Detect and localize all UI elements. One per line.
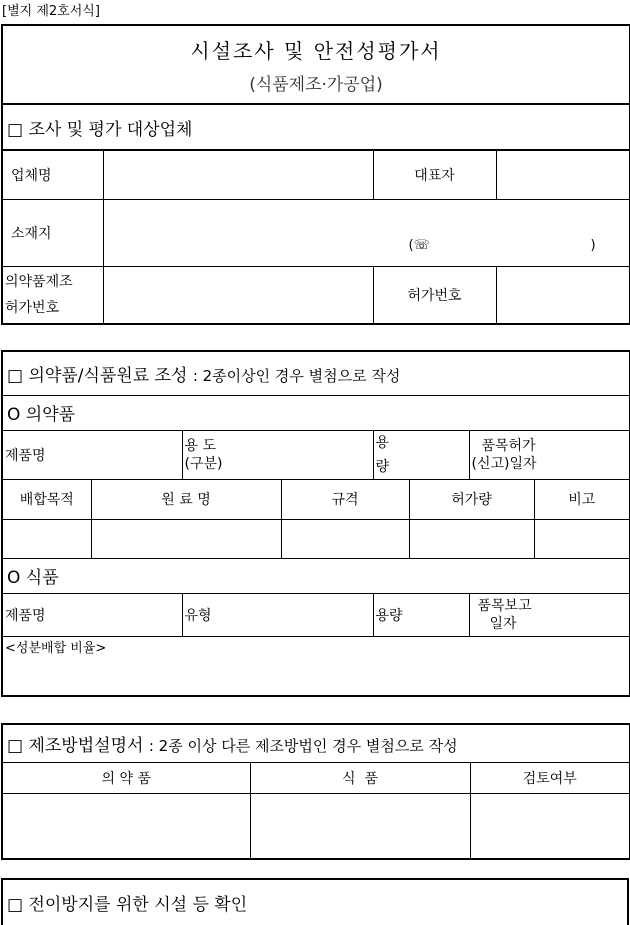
section2-heading: □ 의약품/식품원료 조성 <box>7 365 188 386</box>
address-label: 소재지 <box>2 199 103 266</box>
pharma-license-value[interactable] <box>103 266 373 324</box>
dose-label-line1: 용 <box>375 434 390 451</box>
page-title: 시설조사 및 안전성평가서 <box>190 38 442 63</box>
section3-table <box>1 723 630 860</box>
section2-heading-cell <box>2 351 630 395</box>
page-subtitle: (식품제조·가공업) <box>249 74 383 95</box>
pharma-subheading: O 의약품 <box>2 395 630 430</box>
section3-heading-cell <box>2 724 630 762</box>
food-dose-label: 용량 <box>373 593 469 636</box>
section2-table <box>1 350 630 697</box>
col-header-amount: 허가량 <box>409 479 534 519</box>
col-header-purpose: 배합목적 <box>2 479 91 519</box>
pharma-license-label <box>2 266 103 324</box>
food-report-label-line1: 품목보고 <box>477 597 532 614</box>
col-header-pharma: 의 약 품 <box>2 762 250 793</box>
ratio-cell[interactable] <box>2 636 630 696</box>
col-header-spec: 규격 <box>281 479 409 519</box>
food-subheading: O 식품 <box>2 558 630 593</box>
pharma-method-value[interactable] <box>2 793 250 859</box>
food-product-label: 제품명 <box>2 593 182 636</box>
license-no-label: 허가번호 <box>373 266 496 324</box>
purpose-value[interactable] <box>2 519 91 558</box>
amount-value[interactable] <box>409 519 534 558</box>
col-header-material: 원 료 명 <box>91 479 281 519</box>
section1-table <box>1 24 630 325</box>
section2-note: : 2종이상인 경우 별첨으로 작성 <box>192 366 401 385</box>
food-report-label <box>469 593 630 636</box>
product-name-label: 제품명 <box>2 430 182 479</box>
permit-date-label <box>469 430 630 479</box>
representative-label: 대표자 <box>373 150 496 199</box>
representative-value[interactable] <box>496 150 630 199</box>
section4-heading: □ 전이방지를 위한 시설 등 확인 <box>2 879 628 925</box>
review-value[interactable] <box>470 793 630 859</box>
ratio-label: <성분배합 비율> <box>5 640 107 656</box>
phone-open: (☏ <box>408 237 430 253</box>
company-name-label: 업체명 <box>2 150 103 199</box>
usage-label-line2: (구분) <box>184 455 223 472</box>
form-id: [별지 제2호서식] <box>2 4 100 19</box>
remarks-value[interactable] <box>534 519 630 558</box>
col-header-review: 검토여부 <box>470 762 630 793</box>
col-header-remarks: 비고 <box>534 479 630 519</box>
col-header-food: 식 품 <box>250 762 470 793</box>
food-method-value[interactable] <box>250 793 470 859</box>
pharma-license-label-line1: 의약품제조 <box>5 273 73 290</box>
food-type-label: 유형 <box>182 593 373 636</box>
material-value[interactable] <box>91 519 281 558</box>
section1-heading: □ 조사 및 평가 대상업체 <box>2 104 630 150</box>
spec-value[interactable] <box>281 519 409 558</box>
address-value[interactable] <box>103 199 630 266</box>
section3-heading: □ 제조방법설명서 <box>7 735 144 756</box>
pharma-license-label-line2: 허가번호 <box>5 299 60 316</box>
usage-label-line1: 용 도 <box>184 437 216 454</box>
food-report-label-line2: 일자 <box>489 615 517 632</box>
permit-date-label-line1: 품목허가 <box>481 437 536 454</box>
permit-date-label-line2: (신고)일자 <box>471 455 537 472</box>
license-no-value[interactable] <box>496 266 630 324</box>
dose-label <box>373 430 469 479</box>
usage-label <box>182 430 373 479</box>
phone-close: ) <box>590 237 596 253</box>
dose-label-line2: 량 <box>375 458 390 475</box>
title-cell <box>2 25 630 104</box>
section3-note: : 2종 이상 다른 제조방법인 경우 별첨으로 작성 <box>148 736 458 755</box>
company-name-value[interactable] <box>103 150 373 199</box>
section4-table <box>1 878 629 925</box>
